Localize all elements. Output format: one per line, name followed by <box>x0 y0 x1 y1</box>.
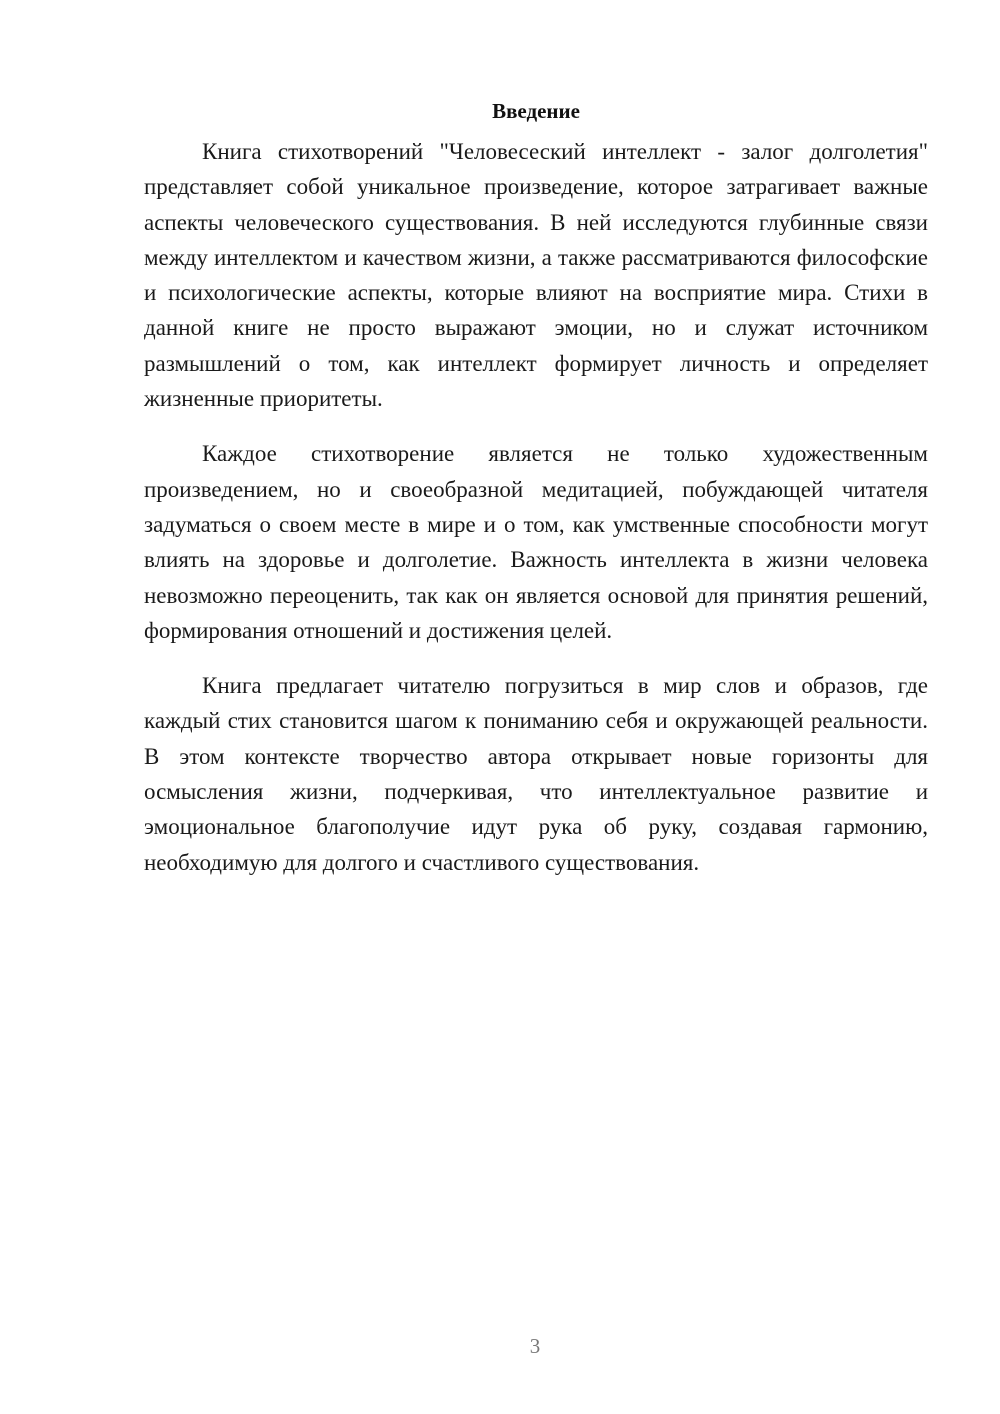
page-number: 3 <box>529 1334 541 1358</box>
page-content <box>144 94 928 900</box>
paragraph-2: Каждое стихотворение является не только художественным произведением, но и своеобразной медитацией, побуждающей читателя задуматься о своем месте в мире и о том, как умственные способности могут влиять на здоровье и долголетие. Важность интеллекта в жизни человека невозможно переоценить, так как он является основой для принятия решений, формирования отношений и достижения целей. <box>144 441 928 643</box>
paragraph-1: Книга стихотворений "Человесеский интеллект - залог долголетия" представляет собой уникальное произведение, которое затрагивает важные аспекты человеческого существования. В ней исследуются глубинные связи между интеллектом и качеством жизни, а также рассматриваются философские и психологические аспекты, которые влияют на восприятие мира. Стихи в данной книге не просто выражают эмоции, но и служат источником размышлений о том, как интеллект формирует личность и определяет жизненные приоритеты. <box>144 139 928 412</box>
paragraph-3: Книга предлагает читателю погрузиться в мир слов и образов, где каждый стих становится шагом к пониманию себя и окружающей реальности. В этом контексте творчество автора открывает новые горизонты для осмысления жизни, подчеркивая, что интеллектуальное развитие и эмоциональное благополучие идут рука об руку, создавая гармонию, необходимую для долгого и счастливого существования. <box>144 673 928 875</box>
section-heading: Введение <box>492 99 580 123</box>
